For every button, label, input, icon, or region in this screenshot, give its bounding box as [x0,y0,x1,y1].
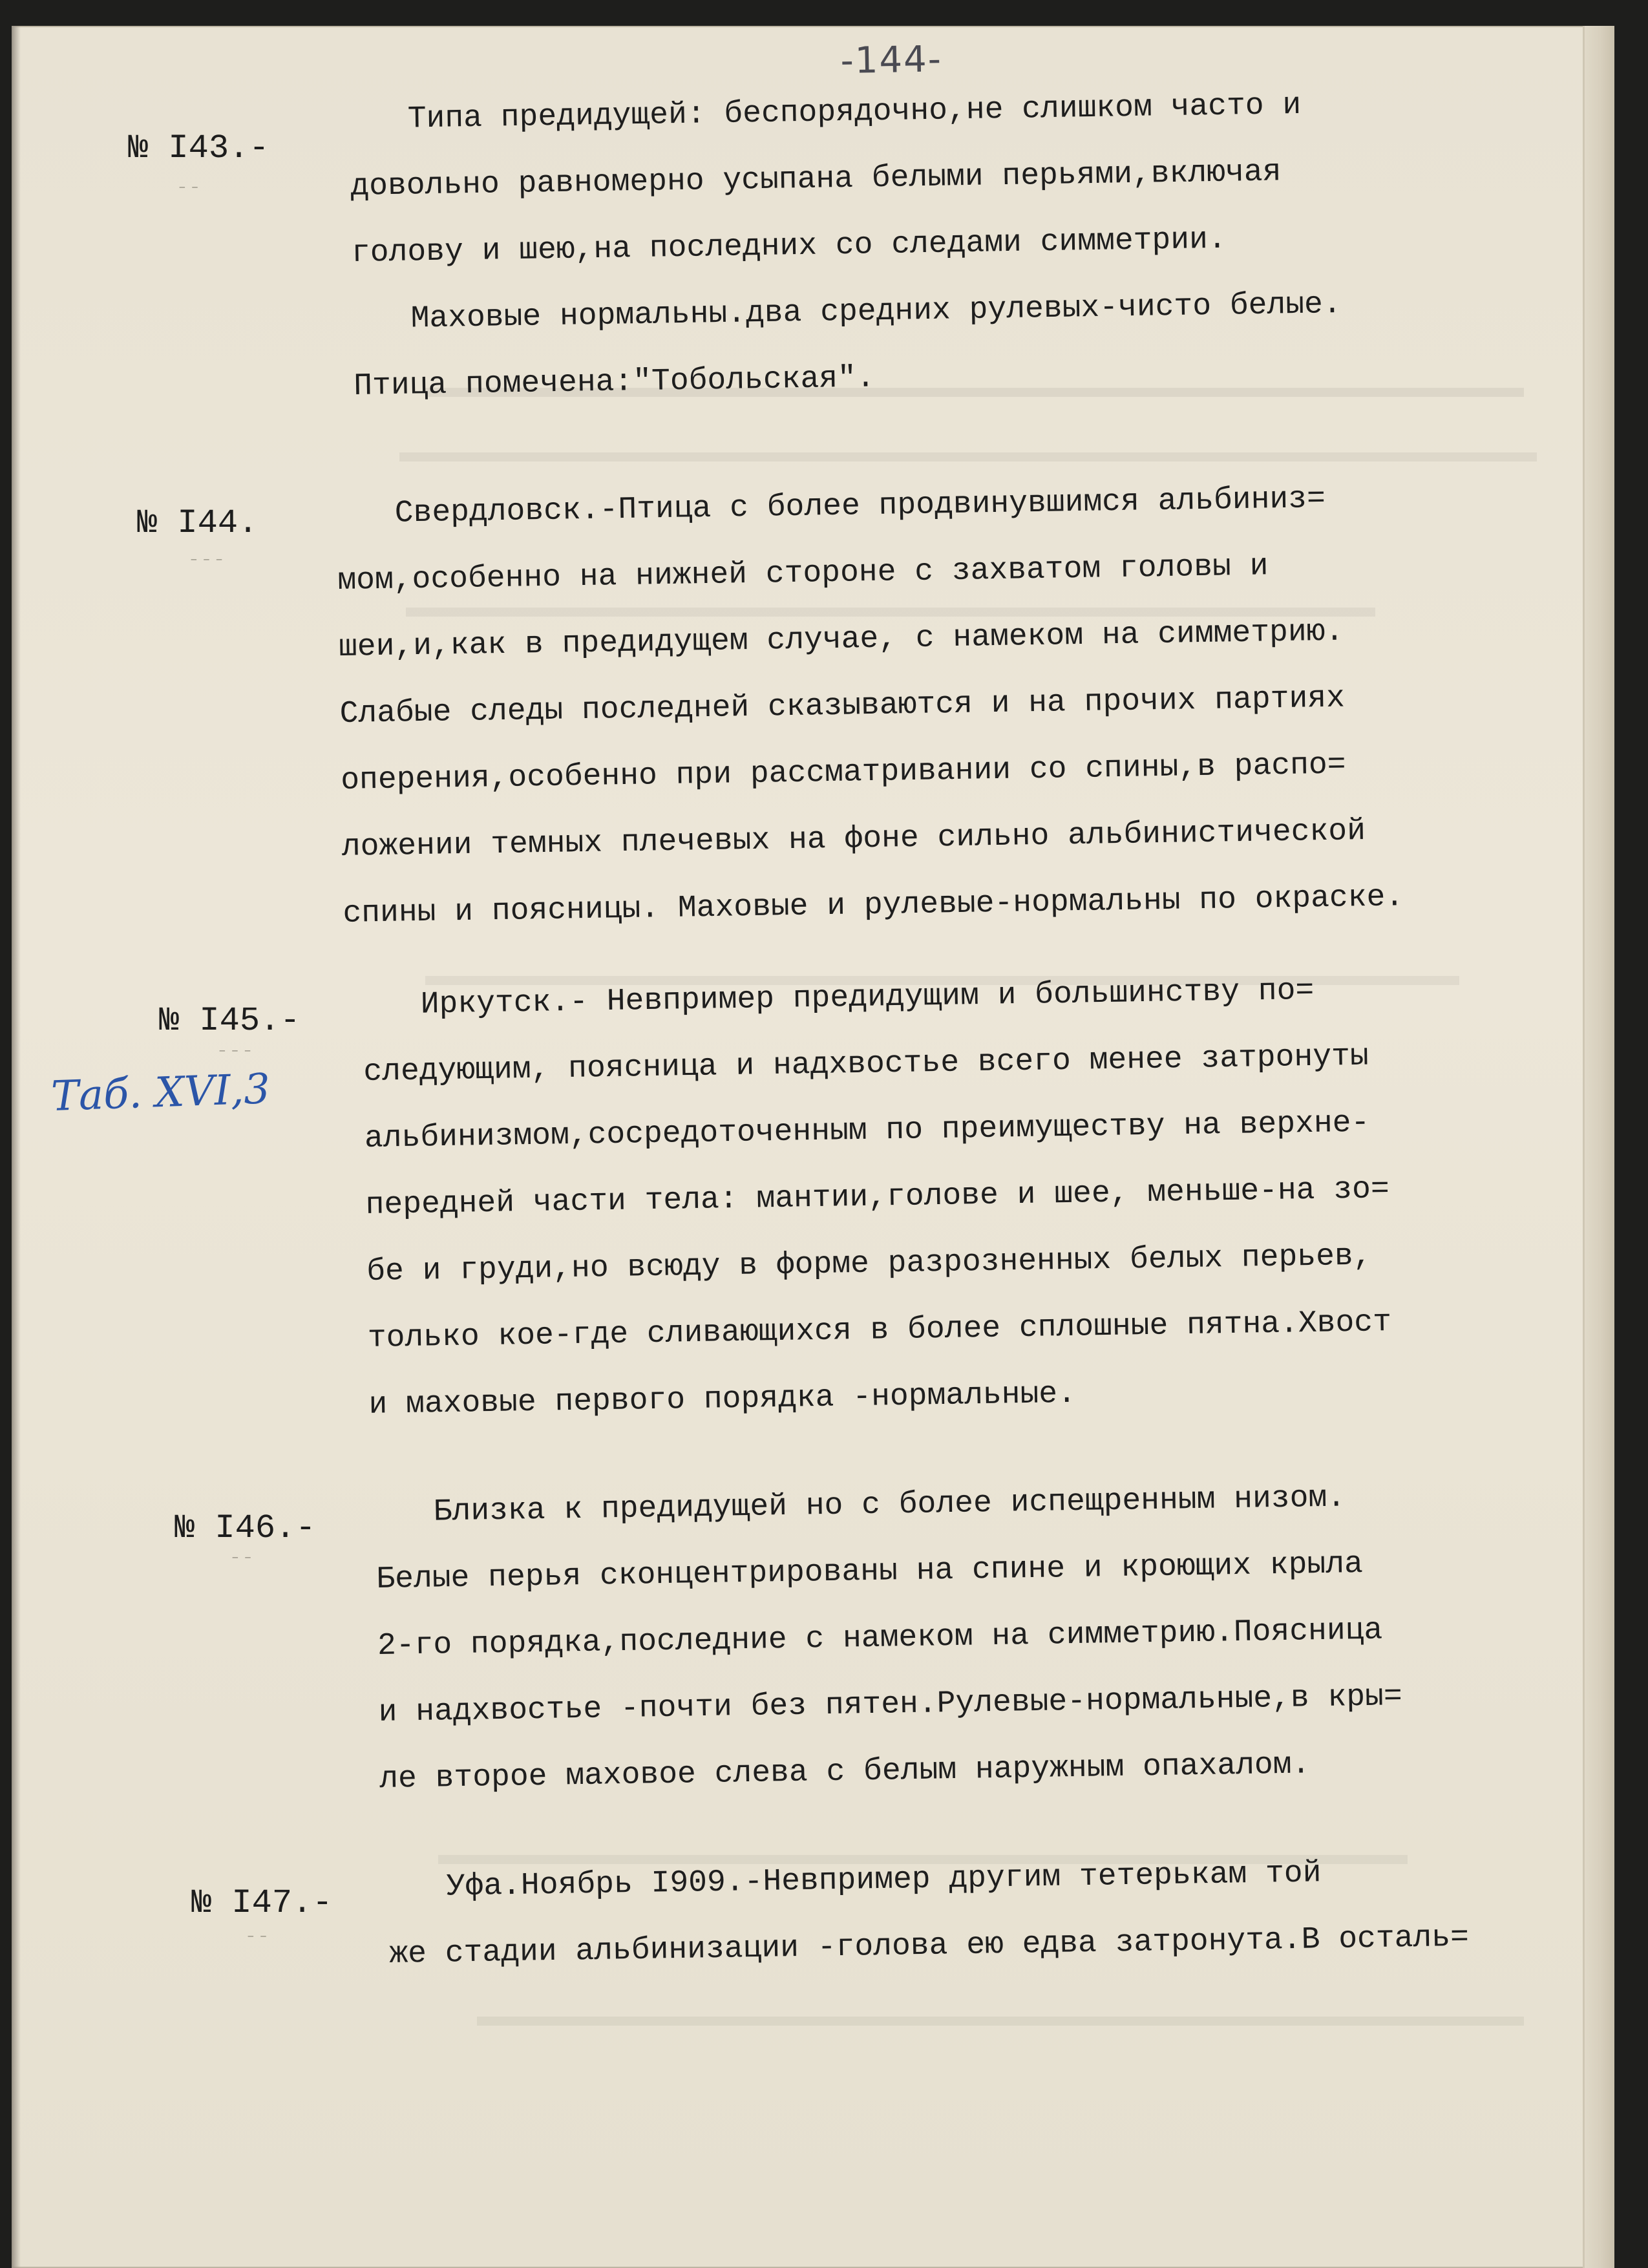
binding-shadow [12,26,21,2268]
entry-number: № I44. [137,504,259,542]
text-line: и маховые первого порядка -нормальные. [368,1376,1077,1423]
text-line: мом,особенно на нижней стороне с захватом головы и [337,549,1269,599]
entry-143-text [349,72,1343,420]
text-line: альбинизмом,сосредоточенным по преимуществу на верхне- [364,1105,1370,1156]
text-line: Иркутск.- Невпример предидущим и большинству по= [420,973,1315,1023]
text-line: Маховые нормальны.два средних рулевых-чисто белые. [410,286,1342,337]
text-line: Белые перья сконцентрированы на спине и кроющих крыла [375,1547,1364,1597]
entry-number: № I46.- [174,1509,316,1547]
text-line: и надхвостье -почти без пятен.Рулевые-нормальные,в кры= [378,1679,1403,1730]
text-line: ле второе маховое слева с белым наружным опахалом. [379,1747,1311,1797]
text-line: 2-го порядка,последние с намеком на симметрию.Поясница [377,1613,1383,1664]
text-line: бе и груди,но всюду в форме разрозненных белых перьев, [366,1238,1372,1289]
entry-144-text [336,465,1404,948]
text-line: Уфа.Ноябрь I909.-Невпример другим тетерькам той [446,1856,1322,1905]
text-line: только кое-где сливающихся в более сплошные пятна.Хвост [367,1305,1392,1356]
page-number: -144- [840,38,943,82]
text-line: Слабые следы последней сказываются и на прочих партиях [339,681,1346,732]
text-line: голову и шею,на последних со следами симметрии. [351,222,1227,271]
text-line: довольно равномерно усыпана белыми перьями,включая [350,154,1282,204]
text-line: же стадии альбинизации -голова ею едва затронута.В осталь= [388,1920,1470,1972]
text-line: шеи,и,как в предидущем случае, с намеком на симметрию. [338,614,1344,665]
show-through-line [399,452,1537,461]
faint-mark: ⁻⁻⁻ [189,553,227,573]
faint-mark: ⁻⁻⁻ [217,1044,255,1064]
text-line: следующим, поясница и надхвостье всего менее затронуты [363,1039,1369,1090]
entry-146-text [375,1464,1404,1813]
text-line: спины и поясницы. Маховые и рулевые-нормальны по окраске. [343,880,1404,931]
faint-mark: ⁻⁻ [230,1551,256,1571]
text-line: ложении темных плечевых на фоне сильно альбинистической [341,814,1366,865]
faint-mark: ⁻⁻ [177,181,203,200]
entry-145-text [362,957,1393,1439]
paper-edge [1583,26,1614,2268]
show-through-line [477,2017,1524,2026]
faint-mark: ⁻⁻ [246,1930,271,1949]
text-line: Птица помечена:"Тобольская". [353,361,876,404]
handwritten-table-reference: Таб. XVI,3 [50,1065,271,1121]
text-line: оперения,особенно при рассматривании со спины,в распо= [340,747,1346,798]
entry-147-text [388,1838,1470,1988]
text-line: Свердловск.-Птица с более продвинувшимся альбиниз= [394,481,1326,531]
text-line: Типа предидущей: беспорядочно,не слишком часто и [407,87,1302,137]
entry-number: № I45.- [159,1002,301,1040]
text-line: передней части тела: мантии,голове и шее, меньше-на зо= [365,1172,1390,1223]
entry-number: № I47.- [191,1884,333,1922]
text-line: Близка к предидущей но с более испещренным низом. [433,1480,1346,1530]
entry-number: № I43.- [128,129,269,167]
